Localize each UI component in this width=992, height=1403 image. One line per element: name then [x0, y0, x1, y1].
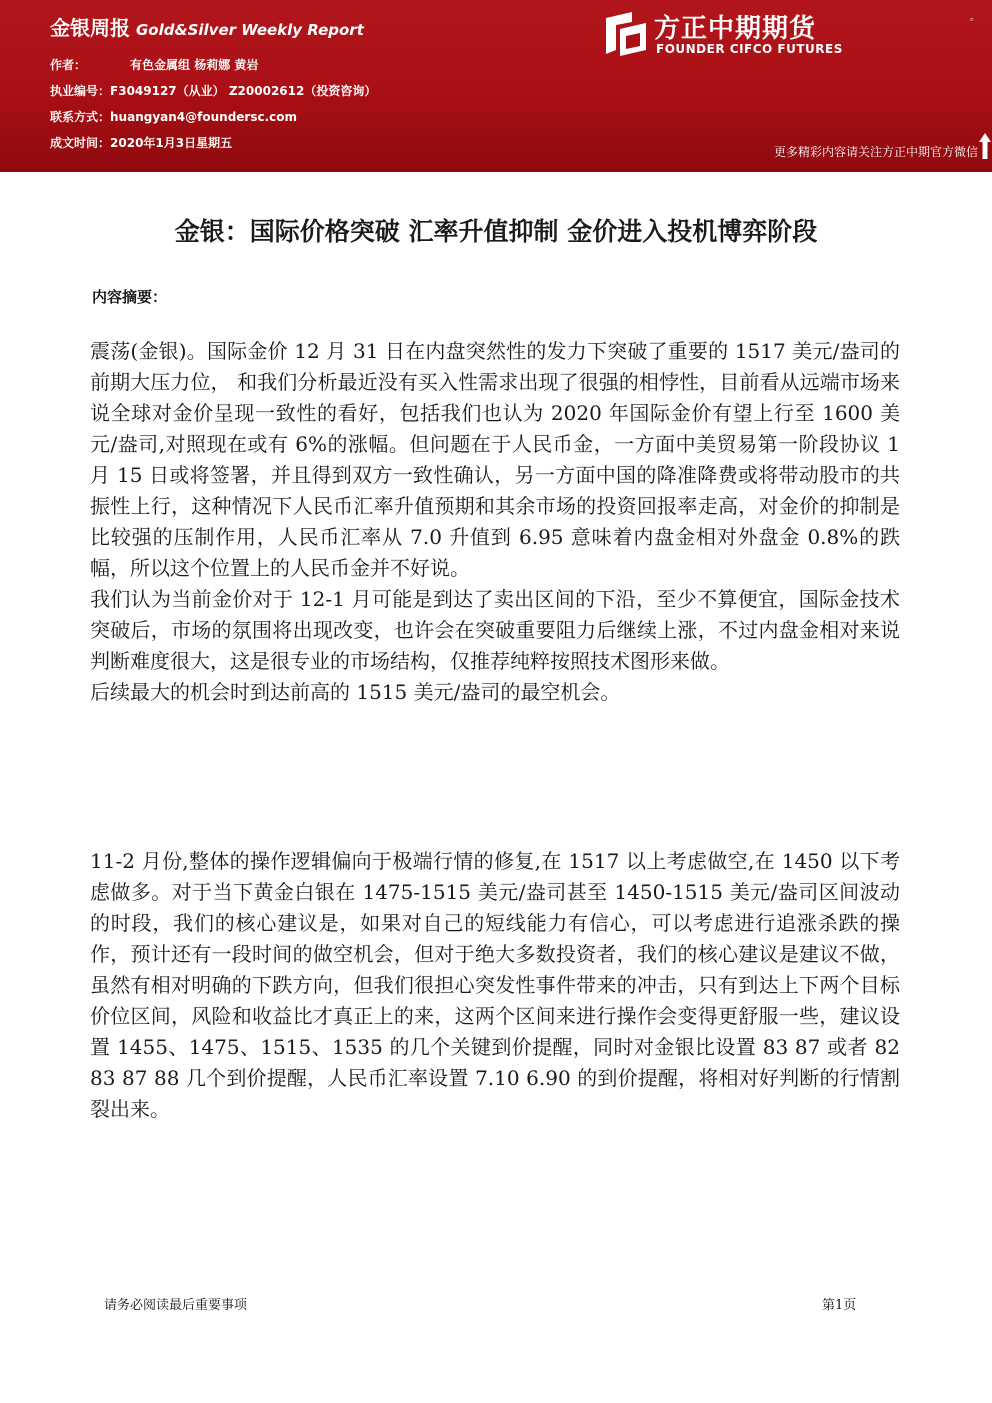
license-line	[50, 82, 376, 99]
report-title: 金银：国际价格突破 汇率升值抑制 金价进入投机博弈阶段	[174, 217, 818, 246]
contact-line	[50, 108, 297, 125]
author-value: 有色金属组 杨莉娜 黄岩	[130, 58, 259, 72]
contact-label: 联系方式：	[50, 110, 111, 124]
title-cn: 金银周报	[50, 16, 130, 40]
title-en: Gold&Silver Weekly Report	[136, 21, 364, 39]
logo-text-en: FOUNDER CIFCO FUTURES	[656, 42, 843, 56]
logo-text-cn: 方正中期期货	[654, 14, 817, 44]
paragraph: 我们认为当前金价对于 12-1 月可能是到达了卖出区间的下沿，至少不算便宜，国际金技术突破后，市场的氛围将出现改变，也许会在突破重要阻力后继续上涨，不过内盘金相对来说判断难度很大，这是很专业的市场结构，仅推荐纯粹按照技术图形来做。	[90, 587, 900, 673]
contact-value[interactable]: huangyan4@foundersc.com	[110, 110, 298, 124]
report-series-title	[50, 12, 364, 41]
abstract-body	[90, 336, 900, 708]
license-label: 执业编号：	[50, 84, 111, 98]
founder-logo	[600, 6, 870, 60]
paragraph: 11-2 月份,整体的操作逻辑偏向于极端行情的修复,在 1517 以上考虑做空,在 1450 以下考虑做多。对于当下黄金白银在 1475-1515 美元/盎司甚至 1450-1515 美元/盎司区间波动的时段，我们的核心建议是，如果对自己的短线能力有信心，可以考虑进行追涨杀跌的操作，预计还有一段时间的做空机会，但对于绝大多数投资者，我们的核心建议是建议不做，虽然有相对明确的下跌方向，但我们很担心突发性事件带来的冲击，只有到达上下两个目标价位区间，风险和收益比才真正上的来，这两个区间来进行操作会变得更舒服一些，建议设置 1455、1475、1515、1535 的几个关键到价提醒，同时对金银比设置 83 87 或者 82 83 87 88 几个到价提醒，人民币汇率设置 7.10 6.90 的到价提醒，将相对好判断的行情割裂出来。	[90, 849, 900, 1121]
paragraph: 后续最大的机会时到达前高的 1515 美元/盎司的最空机会。	[90, 680, 621, 704]
abstract-label: 内容摘要：	[92, 288, 168, 306]
report-header	[0, 0, 992, 172]
author-label: 作者：	[50, 58, 87, 72]
header-dot: 。	[970, 12, 980, 23]
paragraph: 震荡(金银)。国际金价 12 月 31 日在内盘突然性的发力下突破了重要的 1517 美元/盎司的前期大压力位， 和我们分析最近没有买入性需求出现了很强的相悖性，目前看从远端市场来说全球对金价呈现一致性的看好，包括我们也认为 2020 年国际金价有望上行至 1600 美元/盎司,对照现在或有 6%的涨幅。但问题在于人民币金，一方面中美贸易第一阶段协议 1 月 15 日或将签署，并且得到双方一致性确认，另一方面中国的降准降费或将带动股市的共振性上行，这种情况下人民币汇率升值预期和其余市场的投资回报率走高，对金价的抑制是比较强的压制作用，人民币汇率从 7.0 升值到 6.95 意味着内盘金相对外盘金 0.8%的跌幅，所以这个位置上的人民币金并不好说。	[90, 339, 900, 580]
page-number: 第1页	[822, 1298, 857, 1313]
strategy-body	[90, 846, 900, 1125]
date-label: 成文时间：	[50, 136, 111, 150]
date-line	[50, 134, 232, 151]
license-value: F3049127（从业） Z20002612（投资咨询）	[110, 84, 377, 98]
footer-disclaimer: 请务必阅读最后重要事项	[104, 1298, 248, 1313]
date-value: 2020年1月3日星期五	[110, 136, 233, 150]
follow-wechat-text[interactable]: 更多精彩内容请关注方正中期官方微信	[773, 145, 978, 159]
author-line	[50, 56, 258, 73]
founder-logo-icon	[602, 10, 650, 58]
up-arrow-icon	[978, 132, 992, 160]
